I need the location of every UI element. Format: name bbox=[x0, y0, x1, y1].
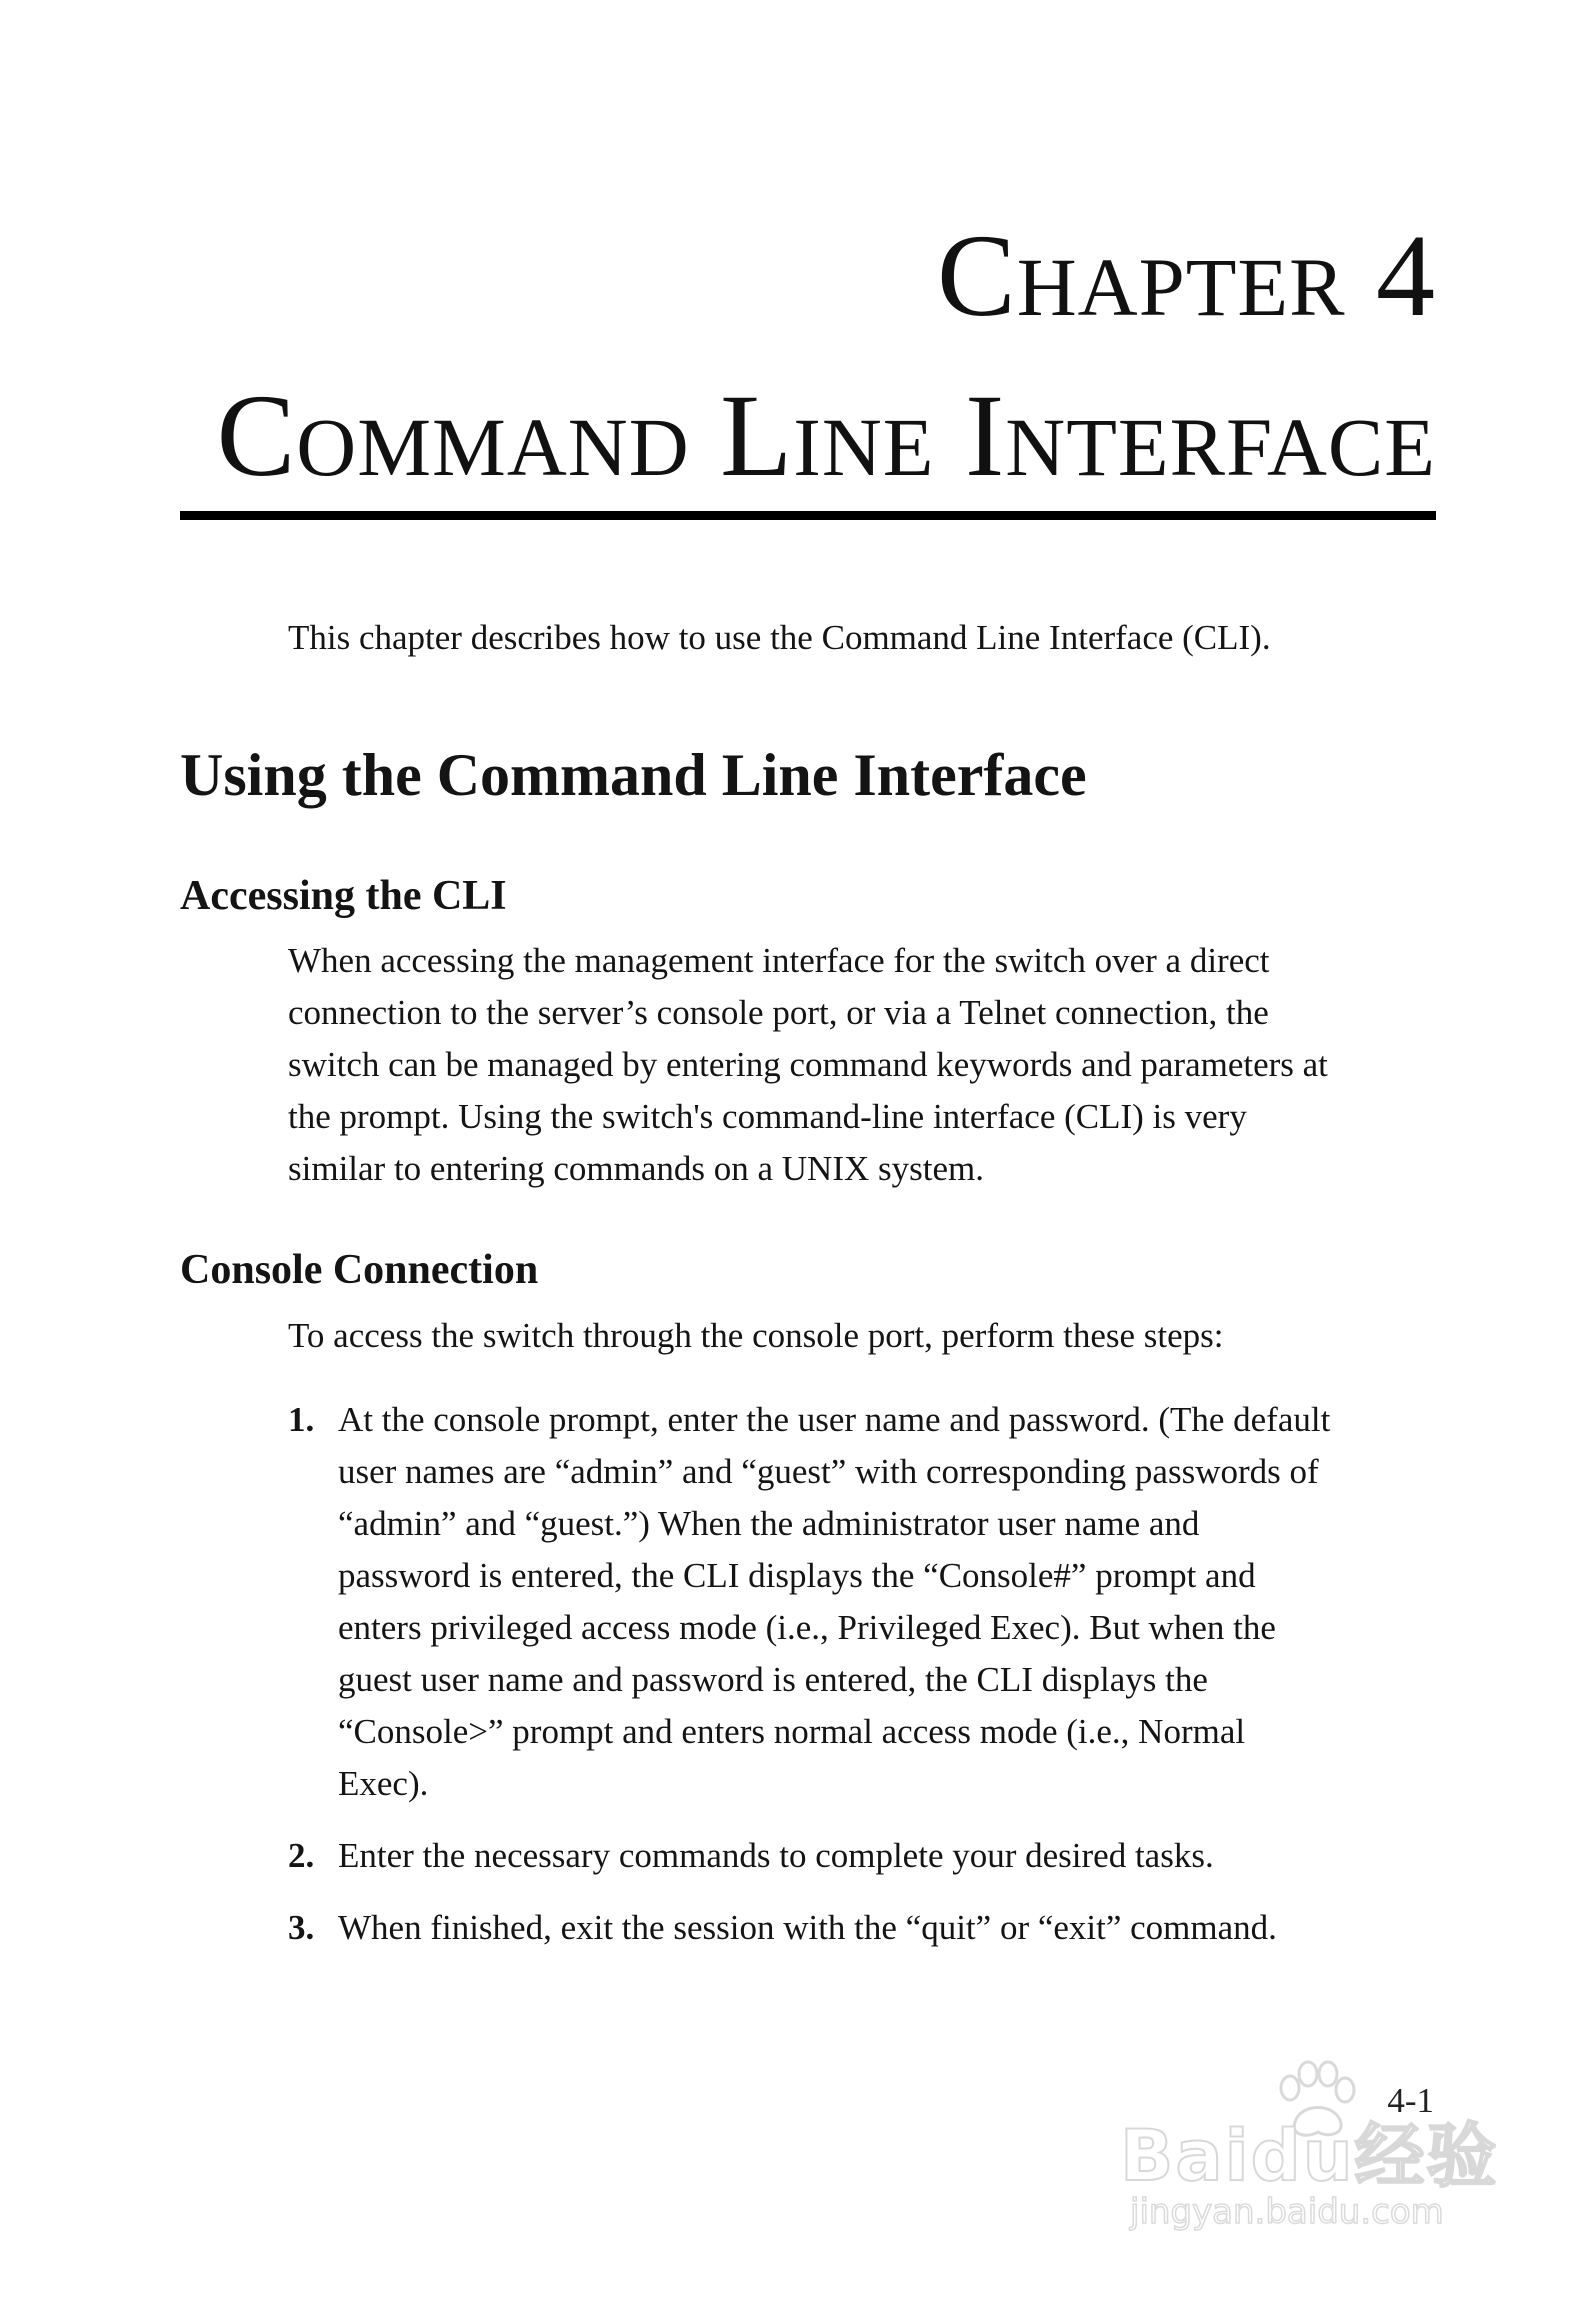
paragraph-line: To access the switch through the console port, perform these steps: bbox=[288, 1316, 1224, 1355]
step-line: user names are “admin” and “guest” with corresponding passwords of bbox=[338, 1452, 1319, 1491]
step-line: “Console>” prompt and enters normal access mode (i.e., Normal bbox=[338, 1712, 1246, 1751]
steps-list bbox=[288, 1394, 1438, 1974]
step-line: When finished, exit the session with the “quit” or “exit” command. bbox=[338, 1908, 1277, 1947]
console-connection-intro bbox=[288, 1310, 1428, 1362]
step-number: 3. bbox=[288, 1908, 315, 1947]
step-line: Exec). bbox=[338, 1764, 429, 1803]
console-connection-heading: Console Connection bbox=[180, 1247, 539, 1293]
paragraph-line: connection to the server’s console port, or via a Telnet connection, the bbox=[288, 993, 1269, 1032]
step-line: guest user name and password is entered, the CLI displays the bbox=[338, 1660, 1208, 1699]
accessing-cli-paragraph bbox=[288, 935, 1428, 1195]
chapter-title: Command Line Interface bbox=[216, 370, 1436, 501]
watermark-brand: Baidu经验 bbox=[1120, 2115, 1499, 2197]
list-item bbox=[288, 1394, 1438, 1810]
list-item bbox=[288, 1902, 1438, 1954]
accessing-cli-heading: Accessing the CLI bbox=[180, 873, 507, 919]
page-number: 4-1 bbox=[1387, 2081, 1434, 2120]
step-number: 1. bbox=[288, 1400, 315, 1439]
step-number: 2. bbox=[288, 1836, 315, 1875]
baidu-watermark bbox=[1120, 2060, 1500, 2240]
step-line: password is entered, the CLI displays the “Console#” prompt and bbox=[338, 1556, 1256, 1595]
chapter-divider bbox=[180, 511, 1436, 520]
section-title: Using the Command Line Interface bbox=[180, 742, 1087, 808]
step-line: At the console prompt, enter the user name and password. (The default bbox=[338, 1400, 1331, 1439]
paragraph-line: switch can be managed by entering command keywords and parameters at bbox=[288, 1045, 1328, 1084]
chapter-intro: This chapter describes how to use the Command Line Interface (CLI). bbox=[288, 618, 1271, 657]
paragraph-line: similar to entering commands on a UNIX system. bbox=[288, 1149, 984, 1188]
step-line: “admin” and “guest.”) When the administrator user name and bbox=[338, 1504, 1200, 1543]
watermark-url: jingyan.baidu.com bbox=[1130, 2192, 1444, 2232]
chapter-heading bbox=[217, 196, 1436, 516]
step-line: enters privileged access mode (i.e., Privileged Exec). But when the bbox=[338, 1608, 1276, 1647]
paragraph-line: When accessing the management interface for the switch over a direct bbox=[288, 941, 1270, 980]
paragraph-line: the prompt. Using the switch's command-line interface (CLI) is very bbox=[288, 1097, 1247, 1136]
chapter-label: Chapter 4 bbox=[936, 210, 1436, 341]
step-line: Enter the necessary commands to complete your desired tasks. bbox=[338, 1836, 1214, 1875]
list-item bbox=[288, 1830, 1438, 1882]
